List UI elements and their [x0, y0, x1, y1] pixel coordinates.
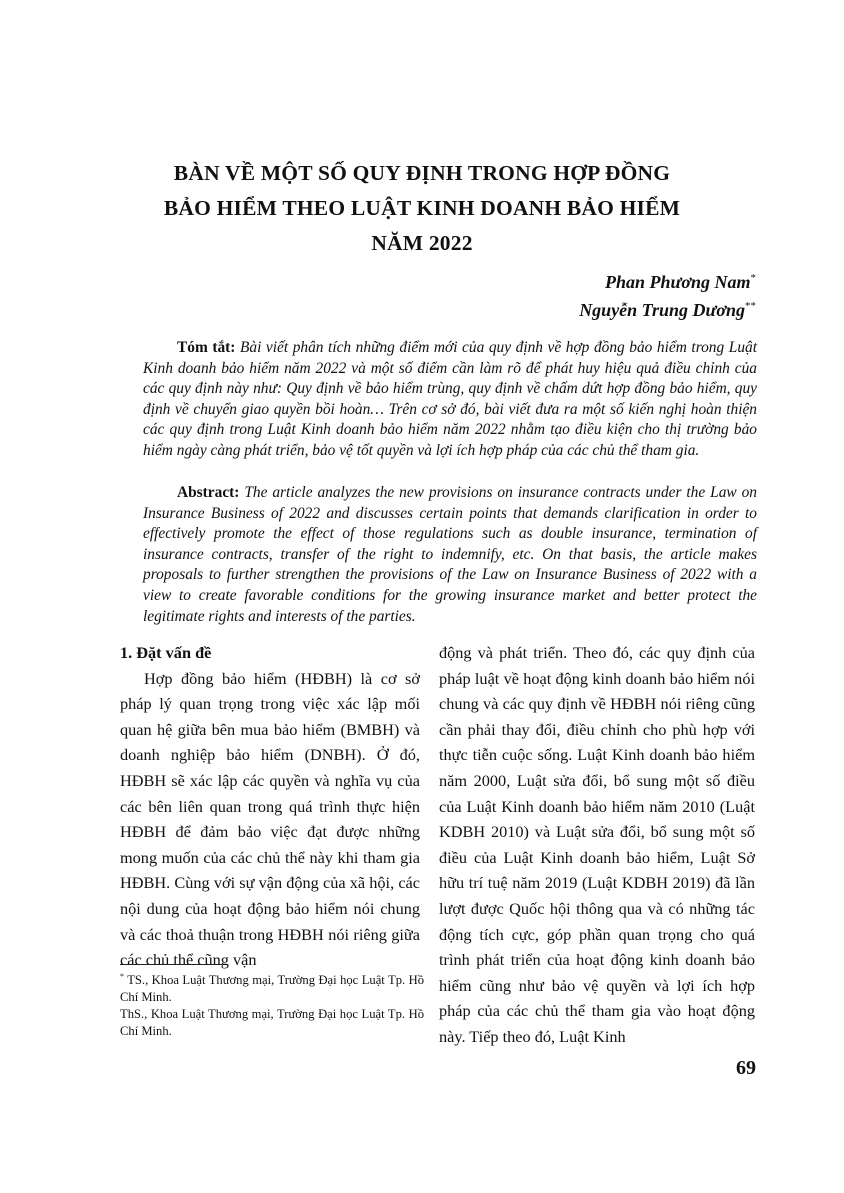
footnote-1 — [120, 972, 424, 1006]
abstract-vi-text: Bài viết phân tích những điểm mới của quy định về hợp đồng bảo hiểm trong Luật Kinh doanh bảo hiểm năm 2022 và một số điểm cần làm rõ để phát huy hiệu quả điều chỉnh của các quy định này như: Quy định về bảo hiểm trùng, quy định về chấm dứt hợp đồng bảo hiểm, quy định về chuyển giao quyền bồi hoàn… Trên cơ sở đó, bài viết đưa ra một số kiến nghị hoàn thiện các quy định trong Luật Kinh doanh bảo hiểm năm 2022 nhằm tạo điều kiện cho thị trường bảo hiểm ngày càng phát triển, bảo vệ tốt quyền và lợi ích hợp pháp của các chủ thể tham gia. — [143, 339, 757, 459]
author-1 — [579, 268, 756, 296]
body-column-right — [439, 640, 755, 1050]
author-2-name: Nguyễn Trung Dương — [579, 300, 745, 320]
author-1-name: Phan Phương Nam — [605, 272, 751, 292]
section-heading: 1. Đặt vấn đề — [120, 643, 212, 662]
author-1-mark: * — [750, 272, 756, 284]
abstract-english — [143, 483, 757, 627]
abstract-en-label: Abstract: — [177, 484, 240, 501]
footnote-2 — [120, 1006, 424, 1040]
page-number: 69 — [736, 1057, 756, 1079]
footnote-2-text: ThS., Khoa Luật Thương mại, Trường Đại học Luật Tp. Hồ Chí Minh. — [120, 1007, 424, 1038]
abstract-vi-label: Tóm tắt: — [177, 339, 236, 356]
title-line-1: BÀN VỀ MỘT SỐ QUY ĐỊNH TRONG HỢP ĐỒNG — [173, 161, 671, 185]
abstract-en-text: The article analyzes the new provisions on insurance contracts under the Law on Insurance Business of 2022 and discusses certain points that demands clarification in order to effectively promote the effect of those regulations such as double insurance, termination of insurance contracts, transfer of the right to indemnify, etc. On that basis, the article makes proposals to further strengthen the provisions of the Law on Insurance Business of 2022 with a view to create favorable conditions for the growing insurance market and better protect the legitimate rights and interests of the parties. — [143, 484, 757, 625]
footnote-divider — [120, 964, 222, 965]
body-paragraph-left: Hợp đồng bảo hiểm (HĐBH) là cơ sở pháp lý quan trọng trong việc xác lập mối quan hệ giữa bên mua bảo hiểm (BMBH) và doanh nghiệp bảo hiểm (DNBH). Ở đó, HĐBH sẽ xác lập các quyền và nghĩa vụ của các bên liên quan trong quá trình thực hiện HĐBH để đảm bảo việc đạt được những mong muốn của các chủ thể này khi tham gia HĐBH. Cùng với sự vận động của xã hội, các nội dung của hoạt động bảo hiểm nói chung và các thoả thuận trong HĐBH nói riêng giữa các chủ thể cũng vận — [120, 668, 420, 970]
author-list — [579, 268, 756, 324]
footnotes — [120, 972, 424, 1040]
body-column-left — [120, 640, 420, 973]
footnote-1-mark: * — [120, 972, 124, 981]
title-line-2: BẢO HIỂM THEO LUẬT KINH DOANH BẢO HIỂM — [163, 196, 681, 220]
footnote-1-text: TS., Khoa Luật Thương mại, Trường Đại học Luật Tp. Hồ Chí Minh. — [120, 973, 424, 1004]
author-2 — [579, 296, 756, 324]
article-title — [120, 156, 724, 261]
body-paragraph-right: động và phát triển. Theo đó, các quy định của pháp luật về hoạt động kinh doanh bảo hiểm nói chung và các quy định về HĐBH nói riêng cũng cần phải thay đổi, điều chỉnh cho phù hợp với thực tiễn cuộc sống. Luật Kinh doanh bảo hiểm năm 2000, Luật sửa đổi, bổ sung một số điều của Luật Kinh doanh bảo hiểm năm 2010 (Luật KDBH 2010) và Luật sửa đổi, bổ sung một số điều của Luật Kinh doanh bảo hiểm, Luật Sở hữu trí tuệ năm 2019 (Luật KDBH 2019) đã lần lượt được Quốc hội thông qua và có những tác động tích cực, góp phần quan trọng cho quá trình phát triển của hoạt động kinh doanh bảo hiểm cũng như bảo vệ quyền và lợi ích hợp pháp của các chủ thể tham gia vào hoạt động này. Tiếp theo đó, Luật Kinh — [439, 643, 755, 1046]
title-line-3: NĂM 2022 — [371, 231, 473, 255]
abstract-vietnamese — [143, 338, 757, 462]
author-2-mark: ** — [745, 300, 756, 312]
